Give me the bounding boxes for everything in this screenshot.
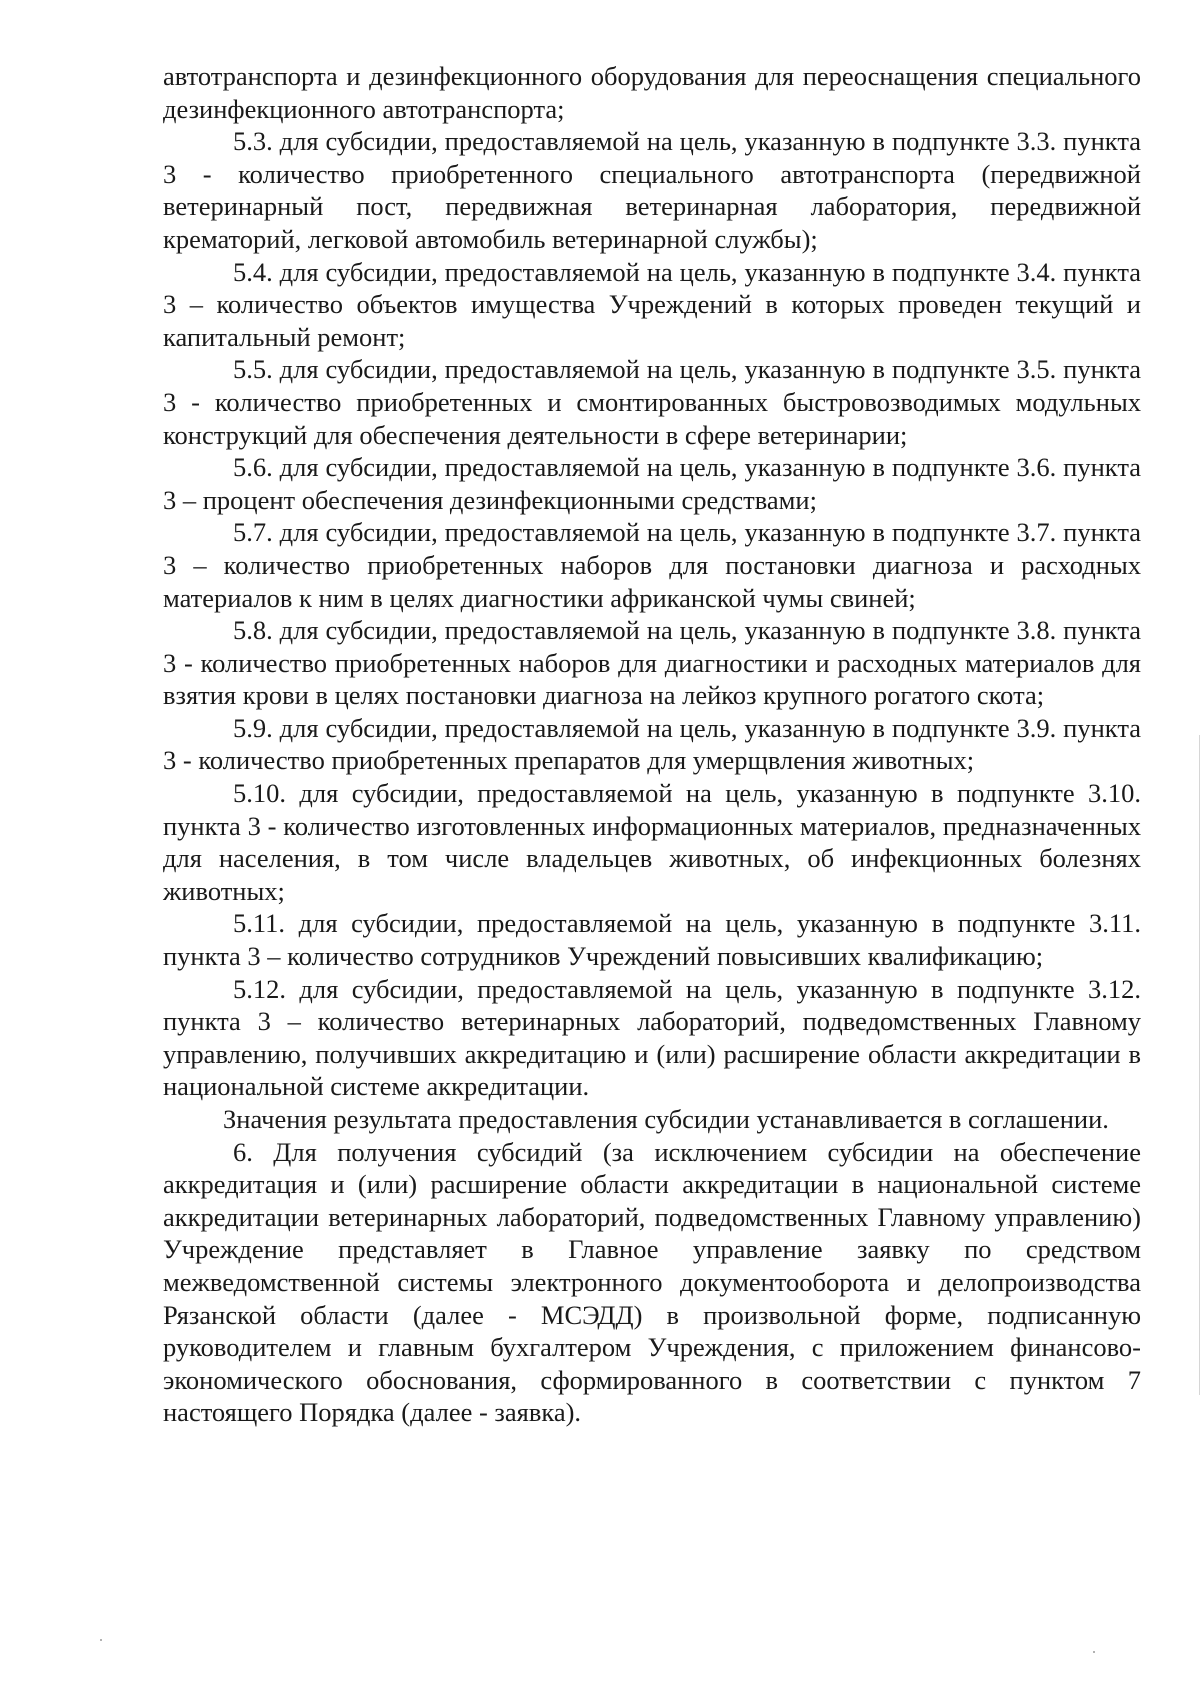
paragraph-5-11: 5.11. для субсидии, предоставляемой на цель, указанную в подпункте 3.11. пункта 3 – количество сотрудников Учреждений повысивших квалификацию;: [163, 908, 1141, 972]
paragraph-5-9: 5.9. для субсидии, предоставляемой на цель, указанную в подпункте 3.9. пункта 3 - количество приобретенных препаратов для умерщвления животных;: [163, 712, 1141, 776]
paragraph-5-8: 5.8. для субсидии, предоставляемой на цель, указанную в подпункте 3.8. пункта 3 - количество приобретенных наборов для диагностики и расходных материалов для взятия крови в целях постановки диагноза на лейкоз крупного рогатого скота;: [163, 615, 1141, 711]
paragraph-continuation: автотранспорта и дезинфекционного оборудования для переоснащения специального дезинфекционного автотранспорта;: [163, 61, 1141, 124]
paragraph-5-7: 5.7. для субсидии, предоставляемой на цель, указанную в подпункте 3.7. пункта 3 – количество приобретенных наборов для постановки диагноза и расходных материалов к ним в целях диагностики африканской чумы свиней;: [163, 517, 1141, 613]
paragraph-5-6: 5.6. для субсидии, предоставляемой на цель, указанную в подпункте 3.6. пункта 3 – процент обеспечения дезинфекционными средствами;: [163, 452, 1141, 515]
paragraph-5-4: 5.4. для субсидии, предоставляемой на цель, указанную в подпункте 3.4. пункта 3 – количество объектов имущества Учреждений в которых проведен текущий и капитальный ремонт;: [163, 256, 1141, 352]
scan-speck: [100, 1639, 102, 1641]
paragraph-5-5: 5.5. для субсидии, предоставляемой на цель, указанную в подпункте 3.5. пункта 3 - количество приобретенных и смонтированных быстровозводимых модульных конструкций для обеспечения деятельности в сфере ветеринарии;: [163, 354, 1141, 450]
document-body: [163, 60, 1141, 1429]
paragraph-5-3: 5.3. для субсидии, предоставляемой на цель, указанную в подпункте 3.3. пункта 3 - количество приобретенного специального автотранспорта (передвижной ветеринарный пост, передвижная ветеринарная лаборатория, передвижной крематорий, легковой автомобиль ветеринарной службы);: [163, 126, 1141, 254]
paragraph-result-values: Значения результата предоставления субсидии устанавливается в соглашении.: [223, 1104, 1109, 1134]
scan-speck: [1093, 1651, 1095, 1653]
paragraph-6: 6. Для получения субсидий (за исключением субсидии на обеспечение аккредитация и (или) расширение области аккредитации в национальной системе аккредитации ветеринарных лабораторий, подведомственных Главному управлению) Учреждение представляет в Главное управление заявку по средством межведомственной системы электронного документооборота и делопроизводства Рязанской области (далее - МСЭДД) в произвольной форме, подписанную руководителем и главным бухгалтером Учреждения, с приложением финансово-экономического обоснования, сформированного в соответствии с пунктом 7 настоящего Порядка (далее - заявка).: [163, 1136, 1141, 1428]
paragraph-5-12: 5.12. для субсидии, предоставляемой на цель, указанную в подпункте 3.12. пункта 3 – количество ветеринарных лабораторий, подведомственных Главному управлению, получивших аккредитацию и (или) расширение области аккредитации в национальной системе аккредитации.: [163, 973, 1141, 1102]
paragraph-5-10: 5.10. для субсидии, предоставляемой на цель, указанную в подпункте 3.10. пункта 3 - количество изготовленных информационных материалов, предназначенных для населения, в том числе владельцев животных, об инфекционных болезнях животных;: [163, 778, 1141, 906]
